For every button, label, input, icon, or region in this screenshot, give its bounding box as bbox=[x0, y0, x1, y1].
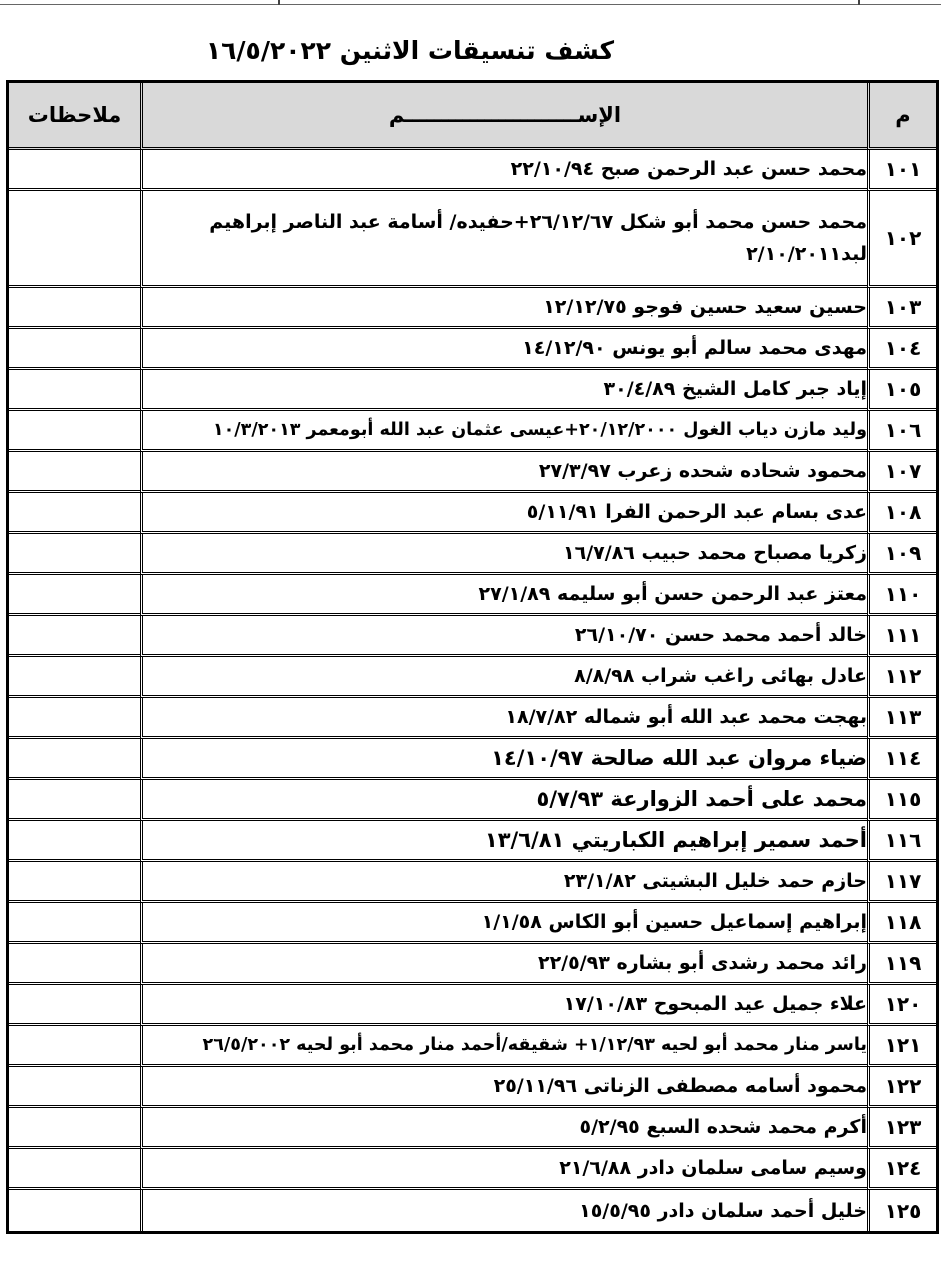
column-header-notes: ملاحظات bbox=[9, 83, 140, 150]
row-notes bbox=[9, 150, 140, 191]
row-name: محمد حسن عبد الرحمن صبح ٢٢/١٠/٩٤ bbox=[140, 150, 867, 191]
row-number: ١٠٩ bbox=[867, 534, 936, 575]
row-number: ١١٩ bbox=[867, 944, 936, 985]
row-name: ضياء مروان عبد الله صالحة ١٤/١٠/٩٧ bbox=[140, 739, 867, 780]
row-name: وليد مازن دياب الغول ٢٠/١٢/٢٠٠٠+عيسى عثمان عبد الله أبومعمر ١٠/٣/٢٠١٣ bbox=[140, 411, 867, 452]
row-name: محمود شحاده شحده زعرب ٢٧/٣/٩٧ bbox=[140, 452, 867, 493]
row-name: علاء جميل عيد المبحوح ١٧/١٠/٨٣ bbox=[140, 985, 867, 1026]
table-row bbox=[9, 780, 936, 821]
row-notes bbox=[9, 739, 140, 780]
column-header-name: الإســــــــــــــــــــــــم bbox=[140, 83, 867, 150]
table-header-row bbox=[9, 83, 936, 150]
row-name: حازم حمد خليل البشيتى ٢٣/١/٨٢ bbox=[140, 862, 867, 903]
table-row bbox=[9, 411, 936, 452]
row-number: ١٢٤ bbox=[867, 1149, 936, 1190]
table-row bbox=[9, 862, 936, 903]
row-name: رائد محمد رشدى أبو بشاره ٢٢/٥/٩٣ bbox=[140, 944, 867, 985]
row-notes bbox=[9, 1149, 140, 1190]
row-notes bbox=[9, 944, 140, 985]
row-name: معتز عبد الرحمن حسن أبو سليمه ٢٧/١/٨٩ bbox=[140, 575, 867, 616]
table-row bbox=[9, 534, 936, 575]
row-notes bbox=[9, 534, 140, 575]
row-name: ياسر منار محمد أبو لحيه ١/١٢/٩٣+ شقيقه/أحمد منار محمد أبو لحيه ٢٦/٥/٢٠٠٢ bbox=[140, 1026, 867, 1067]
row-name: بهجت محمد عبد الله أبو شماله ١٨/٧/٨٢ bbox=[140, 698, 867, 739]
table-row bbox=[9, 1190, 936, 1231]
row-number: ١١٣ bbox=[867, 698, 936, 739]
row-name: زكريا مصباح محمد حبيب ١٦/٧/٨٦ bbox=[140, 534, 867, 575]
row-number: ١٠٤ bbox=[867, 329, 936, 370]
row-number: ١٠٣ bbox=[867, 288, 936, 329]
row-name: عادل بهائى راغب شراب ٨/٨/٩٨ bbox=[140, 657, 867, 698]
row-name: أكرم محمد شحده السبع ٥/٢/٩٥ bbox=[140, 1108, 867, 1149]
table-row bbox=[9, 1026, 936, 1067]
table-row bbox=[9, 1108, 936, 1149]
row-number: ١٠٥ bbox=[867, 370, 936, 411]
table-row bbox=[9, 739, 936, 780]
table-row bbox=[9, 493, 936, 534]
row-number: ١١٨ bbox=[867, 903, 936, 944]
row-notes bbox=[9, 985, 140, 1026]
table-row bbox=[9, 1067, 936, 1108]
table-row bbox=[9, 329, 936, 370]
row-name: حسين سعيد حسين فوجو ١٢/١٢/٧٥ bbox=[140, 288, 867, 329]
row-notes bbox=[9, 616, 140, 657]
row-number: ١١٢ bbox=[867, 657, 936, 698]
edge-tick bbox=[278, 0, 280, 5]
column-header-number: م bbox=[867, 83, 936, 150]
row-number: ١١٦ bbox=[867, 821, 936, 862]
row-name: مهدى محمد سالم أبو يونس ١٤/١٢/٩٠ bbox=[140, 329, 867, 370]
table-row bbox=[9, 616, 936, 657]
row-notes bbox=[9, 862, 140, 903]
row-name: محمود أسامه مصطفى الزناتى ٢٥/١١/٩٦ bbox=[140, 1067, 867, 1108]
row-name: محمد حسن محمد أبو شكل ٢٦/١٢/٦٧+حفيده/ أسامة عبد الناصر إبراهيم لبد٢/١٠/٢٠١١ bbox=[140, 191, 867, 288]
row-notes bbox=[9, 1190, 140, 1231]
row-number: ١٢٢ bbox=[867, 1067, 936, 1108]
row-notes bbox=[9, 329, 140, 370]
row-number: ١١١ bbox=[867, 616, 936, 657]
row-name: خليل أحمد سلمان دادر ١٥/٥/٩٥ bbox=[140, 1190, 867, 1231]
row-name: إياد جبر كامل الشيخ ٣٠/٤/٨٩ bbox=[140, 370, 867, 411]
row-number: ١١٤ bbox=[867, 739, 936, 780]
table-row bbox=[9, 575, 936, 616]
row-notes bbox=[9, 370, 140, 411]
roster-table bbox=[6, 80, 939, 1234]
table-row bbox=[9, 1149, 936, 1190]
row-notes bbox=[9, 191, 140, 288]
table-row bbox=[9, 698, 936, 739]
row-number: ١٠٨ bbox=[867, 493, 936, 534]
row-notes bbox=[9, 452, 140, 493]
row-number: ١٠٦ bbox=[867, 411, 936, 452]
row-notes bbox=[9, 1108, 140, 1149]
row-notes bbox=[9, 903, 140, 944]
table-row bbox=[9, 150, 936, 191]
table-row bbox=[9, 985, 936, 1026]
row-number: ١٢٥ bbox=[867, 1190, 936, 1231]
table-row bbox=[9, 821, 936, 862]
row-name: وسيم سامى سلمان دادر ٢١/٦/٨٨ bbox=[140, 1149, 867, 1190]
top-edge-line bbox=[0, 0, 941, 5]
row-number: ١١٠ bbox=[867, 575, 936, 616]
row-number: ١١٥ bbox=[867, 780, 936, 821]
row-notes bbox=[9, 288, 140, 329]
row-notes bbox=[9, 1026, 140, 1067]
table-row bbox=[9, 657, 936, 698]
row-notes bbox=[9, 780, 140, 821]
table-row bbox=[9, 288, 936, 329]
row-name: خالد أحمد محمد حسن ٢٦/١٠/٧٠ bbox=[140, 616, 867, 657]
table-row bbox=[9, 452, 936, 493]
row-notes bbox=[9, 493, 140, 534]
row-name: محمد على أحمد الزوارعة ٥/٧/٩٣ bbox=[140, 780, 867, 821]
edge-tick bbox=[858, 0, 860, 5]
row-number: ١٠١ bbox=[867, 150, 936, 191]
row-number: ١١٧ bbox=[867, 862, 936, 903]
row-number: ١٢٠ bbox=[867, 985, 936, 1026]
table-row bbox=[9, 903, 936, 944]
row-notes bbox=[9, 821, 140, 862]
row-number: ١٢١ bbox=[867, 1026, 936, 1067]
row-name: أحمد سمير إبراهيم الكباريتي ١٣/٦/٨١ bbox=[140, 821, 867, 862]
row-notes bbox=[9, 657, 140, 698]
row-name: إبراهيم إسماعيل حسين أبو الكاس ١/١/٥٨ bbox=[140, 903, 867, 944]
row-number: ١٠٢ bbox=[867, 191, 936, 288]
row-notes bbox=[9, 1067, 140, 1108]
table-row bbox=[9, 370, 936, 411]
table-row bbox=[9, 944, 936, 985]
row-notes bbox=[9, 575, 140, 616]
row-number: ١٠٧ bbox=[867, 452, 936, 493]
table-row bbox=[9, 191, 936, 288]
row-number: ١٢٣ bbox=[867, 1108, 936, 1149]
row-name: عدى بسام عبد الرحمن الفرا ٥/١١/٩١ bbox=[140, 493, 867, 534]
row-notes bbox=[9, 698, 140, 739]
row-notes bbox=[9, 411, 140, 452]
page-title: كشف تنسيقات الاثنين ١٦/٥/٢٠٢٢ bbox=[205, 36, 615, 65]
